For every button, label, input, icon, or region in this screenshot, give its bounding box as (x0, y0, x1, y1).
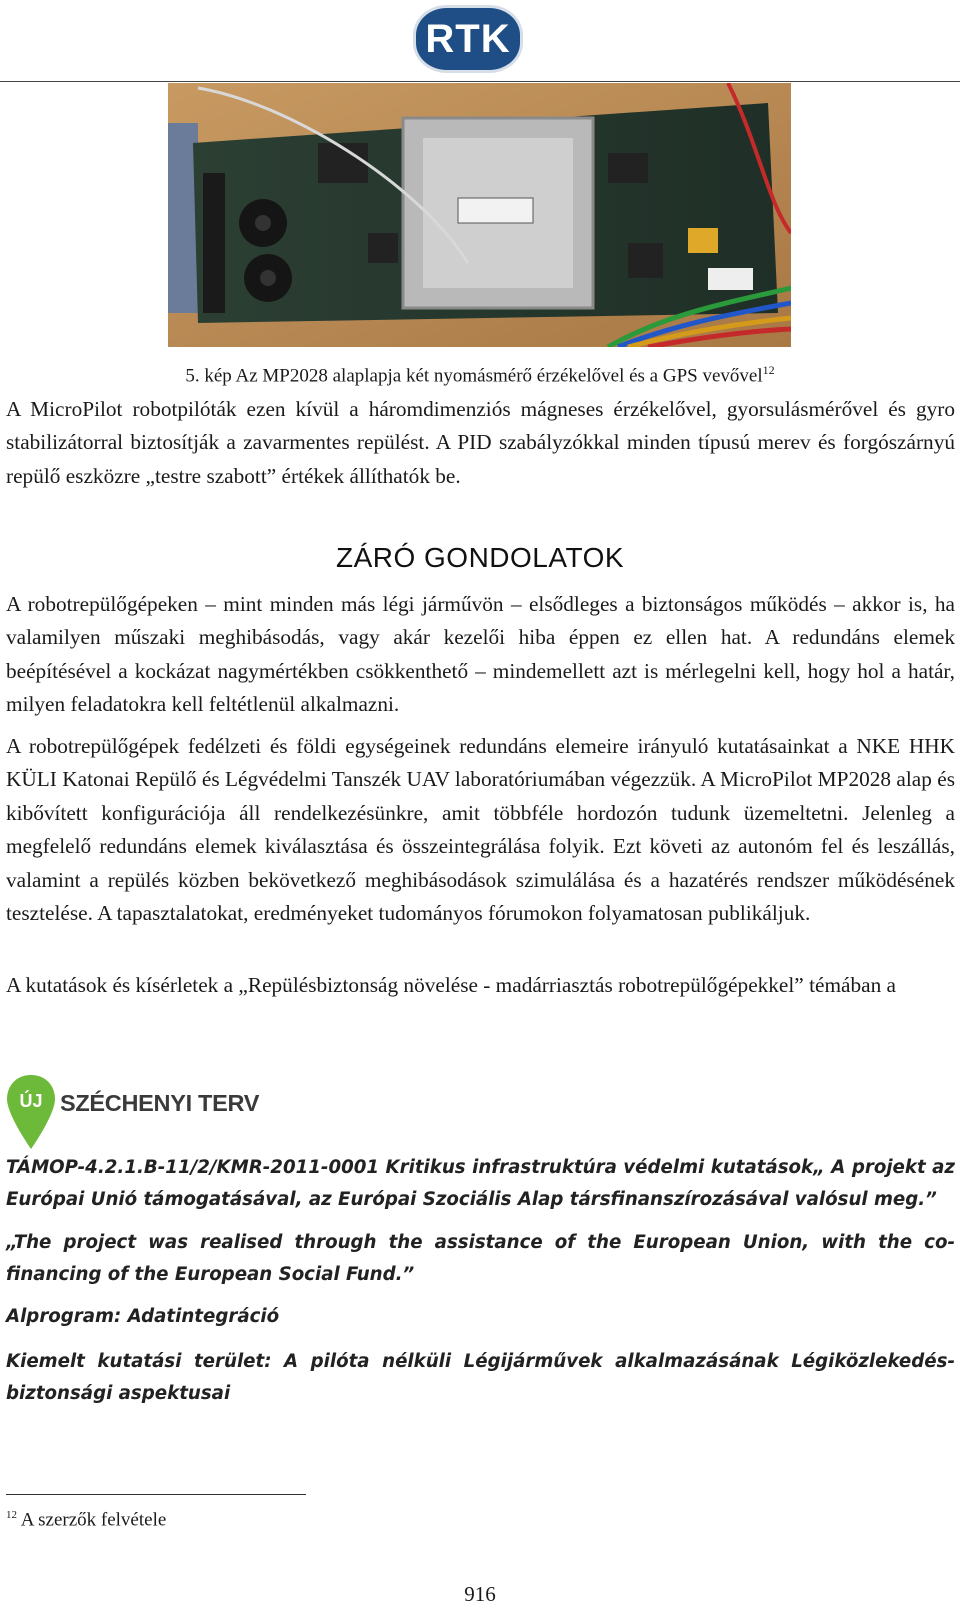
pcb-photo (168, 83, 791, 347)
rtk-logo-text: RTK (425, 16, 511, 61)
research-area: Kiemelt kutatási terület: A pilóta nélküli Légijárművek alkalmazásának Légiközlekedés-biztonsági aspektusai (6, 1351, 955, 1404)
funding-en: „The project was realised through the assistance of the European Union, with the co-financing of the European Social Fund.” (6, 1232, 955, 1285)
rtk-logo (413, 5, 523, 73)
paragraph-project: A kutatások és kísérletek a „Repülésbiztonság növelése - madárriasztás robotrepülőgépekkel” témában a (6, 973, 896, 997)
paragraph-micropilot: A MicroPilot robotpilóták ezen kívül a háromdimenziós mágneses érzékelővel, gyorsulásmérővel és gyro stabilizátorral biztosítják a zavarmentes repülést. A PID szabályzókkal minden típusú merev és forgószárnyú repülő eszközre „testre szabott” értékek állíthatók be. (6, 397, 955, 488)
section-title: ZÁRÓ GONDOLATOK (335, 542, 625, 573)
footnote-number: 12 (6, 1509, 17, 1521)
footnote-rule (6, 1494, 306, 1495)
subprogram: Alprogram: Adatintegráció (6, 1306, 280, 1327)
footnote (6, 1509, 166, 1531)
header-rule (0, 81, 960, 82)
figure-caption (0, 363, 960, 387)
funding-hu: TÁMOP-4.2.1.B-11/2/KMR-2011-0001 Kritikus infrastruktúra védelmi kutatások„ A projekt az Európai Unió támogatásával, az Európai Szociális Alap társfinanszírozásával valósul meg.” (6, 1157, 955, 1210)
page-number: 916 (464, 1582, 496, 1606)
caption-text: 5. kép Az MP2028 alaplapja két nyomásmérő érzékelővel és a GPS vevővel (185, 365, 763, 387)
paragraph-safety: A robotrepülőgépeken – mint minden más légi járművön – elsődleges a biztonságos működés – akkor is, ha valamilyen műszaki meghibásodás, vagy akár kezelői hiba éppen ez ellen hat. A redundáns elemek beépítésével a kockázat nagymértékben csökkenthető – mindemellett azt is mérlegelni kell, hogy hol a határ, milyen feladatokra kell feltétlenül alkalmazni. (6, 592, 955, 717)
szechenyi-badge: ÚJ (19, 1091, 43, 1111)
caption-footnote-ref: 12 (762, 363, 775, 377)
footnote-text: A szerzők felvétele (20, 1509, 167, 1531)
paragraph-research: A robotrepülőgépek fedélzeti és földi egységeinek redundáns elemeire irányuló kutatásainkat a NKE HHK KÜLI Katonai Repülő és Légvédelmi Tanszék UAV laboratóriumában végezzük. A MicroPilot MP2028 alap és kibővített konfigurációja áll rendelkezésünkre, amit többféle hordozón tudunk üzemeltetni. Jelenleg a megfelelő redundáns elemek kiválasztása és összeintegrálása folyik. Ezt követi az autonóm fel és leszállás, valamint a repülés közben bekövetkező meghibásodások szimulálása és a hazatérés rendszer működésének tesztelése. A tapasztalatokat, eredményeket tudományos fórumokon folyamatosan publikáljuk. (6, 734, 955, 926)
szechenyi-terv-text: SZÉCHENYI TERV (60, 1090, 260, 1116)
